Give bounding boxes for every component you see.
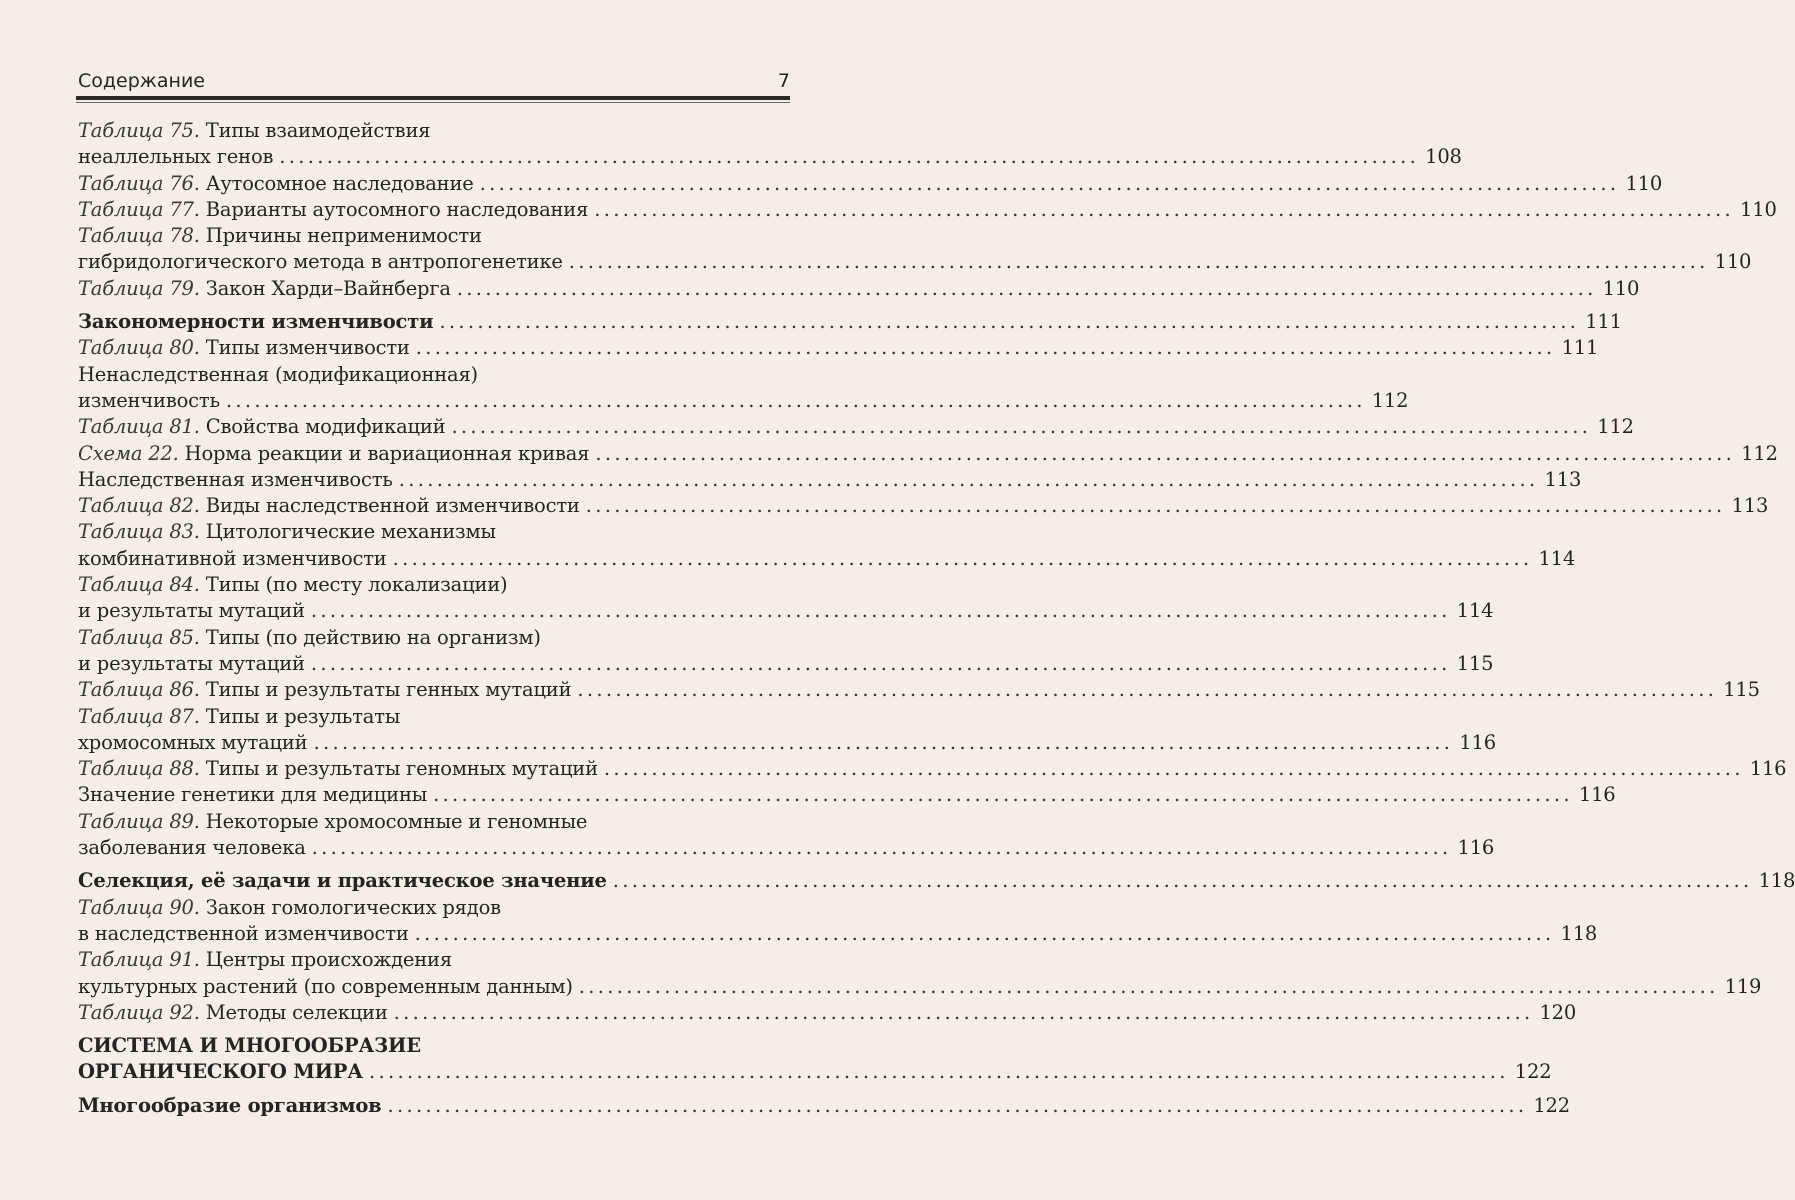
- toc-entry[interactable]: [78, 335, 1599, 361]
- toc-line: [78, 493, 1769, 519]
- entry-text: и результаты мутаций: [78, 599, 305, 623]
- toc-entry[interactable]: [78, 1033, 1552, 1086]
- entry-page: 122: [1514, 1060, 1552, 1084]
- entry-page: 111: [1561, 336, 1599, 360]
- leader-dots: ........................................................................................................................: [368, 1060, 1509, 1084]
- toc-entry[interactable]: [78, 171, 1663, 197]
- toc-line: [78, 441, 1778, 467]
- leader-dots: ........................................................................................................................: [456, 276, 1597, 300]
- entry-text: Типы (по действию на организм): [205, 625, 541, 649]
- toc-entry[interactable]: [78, 809, 1495, 862]
- toc-entry[interactable]: [78, 467, 1582, 493]
- toc-line: [78, 388, 1409, 414]
- toc-line: [78, 546, 1576, 572]
- toc-entry[interactable]: [78, 276, 1640, 302]
- entry-text: Норма реакции и вариационная кривая: [184, 441, 590, 465]
- toc-line: [78, 467, 1582, 493]
- entry-label: Схема 22.: [78, 441, 179, 465]
- entry-page: 116: [1578, 783, 1616, 807]
- entry-title: [78, 309, 433, 335]
- leader-dots: ........................................................................................................................: [577, 678, 1718, 702]
- entry-title: [78, 756, 598, 782]
- entry-text: ОРГАНИЧЕСКОГО МИРА: [78, 1060, 363, 1084]
- entry-title: [78, 249, 563, 275]
- toc-entry[interactable]: [78, 572, 1494, 625]
- entry-title: [78, 835, 306, 861]
- entry-text: Закон Харди–Вайнберга: [205, 276, 451, 300]
- toc-line: [78, 782, 1616, 808]
- toc-line: [78, 947, 788, 973]
- toc-line: [78, 335, 1599, 361]
- entry-text: Значение генетики для медицины: [78, 783, 428, 807]
- entry-title: [78, 704, 400, 730]
- toc-entry[interactable]: [78, 118, 1462, 171]
- entry-text: Виды наследственной изменчивости: [205, 494, 580, 518]
- entry-title: [78, 730, 307, 756]
- entry-title: [78, 171, 474, 197]
- table-of-contents: [78, 118, 1795, 1119]
- toc-line: [78, 756, 1787, 782]
- entry-text: изменчивость: [78, 388, 220, 412]
- leader-dots: ........................................................................................................................: [479, 171, 1620, 195]
- entry-page: 113: [1731, 494, 1769, 518]
- leader-dots: ........................................................................................................................: [439, 310, 1580, 334]
- leader-dots: ........................................................................................................................: [392, 546, 1533, 570]
- toc-line: [78, 171, 1663, 197]
- entry-title: [78, 118, 430, 144]
- entry-title: [78, 276, 451, 302]
- entry-page: 110: [1740, 197, 1777, 221]
- leader-dots: ........................................................................................................................: [398, 467, 1539, 491]
- leader-dots: ........................................................................................................................: [310, 651, 1451, 675]
- page-number: 7: [777, 70, 790, 92]
- leader-dots: ........................................................................................................................: [585, 494, 1726, 518]
- entry-page: 112: [1597, 415, 1634, 439]
- leader-dots: ........................................................................................................................: [414, 921, 1555, 945]
- entry-text: заболевания человека: [78, 836, 306, 860]
- toc-line: [78, 868, 1795, 894]
- toc-line: [78, 651, 1494, 677]
- entry-text: Причины неприменимости: [205, 224, 482, 248]
- entry-label: Таблица 78.: [78, 224, 200, 248]
- leader-dots: ........................................................................................................................: [603, 757, 1744, 781]
- entry-text: Наследственная изменчивость: [78, 467, 393, 491]
- entry-page: 112: [1371, 388, 1409, 412]
- entry-page: 116: [1459, 730, 1496, 754]
- entry-title: [78, 572, 507, 598]
- entry-text: Типы и результаты геномных мутаций: [205, 757, 598, 781]
- entry-label: Таблица 83.: [78, 520, 200, 544]
- leader-dots: ........................................................................................................................: [578, 974, 1719, 998]
- running-header: [78, 62, 790, 92]
- entry-page: 115: [1456, 651, 1494, 675]
- entry-title: [78, 493, 580, 519]
- toc-line: [78, 362, 788, 388]
- entry-label: Таблица 90.: [78, 895, 200, 919]
- entry-label: Таблица 84.: [78, 573, 200, 597]
- entry-title: [78, 809, 587, 835]
- entry-label: Таблица 85.: [78, 625, 200, 649]
- entry-text: Свойства модификаций: [205, 415, 446, 439]
- entry-title: [78, 546, 387, 572]
- entry-text: Селекция, её задачи и практическое значение: [78, 869, 607, 893]
- toc-entry[interactable]: [78, 223, 1752, 276]
- toc-line: [78, 519, 788, 545]
- entry-page: 116: [1749, 757, 1787, 781]
- toc-line: [78, 572, 788, 598]
- leader-dots: ........................................................................................................................: [279, 145, 1420, 169]
- entry-label: Таблица 92.: [78, 1000, 200, 1024]
- entry-title: [78, 441, 589, 467]
- entry-text: Ненаследственная (модификационная): [78, 362, 478, 386]
- leader-dots: ........................................................................................................................: [568, 250, 1709, 274]
- toc-line: [78, 276, 1640, 302]
- toc-entry[interactable]: [78, 1000, 1577, 1026]
- entry-page: 108: [1425, 145, 1462, 169]
- entry-page: 110: [1602, 276, 1640, 300]
- entry-page: 114: [1456, 599, 1494, 623]
- section-title: Содержание: [78, 70, 205, 92]
- entry-label: Таблица 86.: [78, 678, 200, 702]
- entry-page: 122: [1533, 1093, 1570, 1117]
- entry-title: [78, 1093, 382, 1119]
- entry-title: [78, 625, 541, 651]
- entry-label: Таблица 79.: [78, 276, 200, 300]
- toc-line: [78, 895, 788, 921]
- toc-entry[interactable]: [78, 868, 1795, 894]
- entry-page: 115: [1723, 678, 1760, 702]
- toc-line: [78, 144, 1462, 170]
- entry-text: Методы селекции: [205, 1000, 388, 1024]
- entry-title: [78, 519, 496, 545]
- toc-entry[interactable]: [78, 756, 1787, 782]
- entry-label: Таблица 91.: [78, 948, 200, 972]
- leader-dots: ........................................................................................................................: [393, 1000, 1534, 1024]
- entry-text: Многообразие организмов: [78, 1093, 382, 1117]
- entry-text: Цитологические механизмы: [205, 520, 496, 544]
- entry-page: 113: [1544, 467, 1582, 491]
- toc-line: [78, 730, 1496, 756]
- entry-page: 114: [1538, 546, 1576, 570]
- leader-dots: ........................................................................................................................: [387, 1093, 1528, 1117]
- toc-entry[interactable]: [78, 1093, 1570, 1119]
- entry-page: 118: [1758, 869, 1795, 893]
- entry-title: [78, 467, 393, 493]
- toc-line: [78, 197, 1777, 223]
- entry-title: [78, 782, 427, 808]
- toc-line: [78, 677, 1760, 703]
- entry-page: 120: [1539, 1000, 1577, 1024]
- leader-dots: ........................................................................................................................: [595, 441, 1736, 465]
- entry-text: Типы (по месту локализации): [205, 573, 508, 597]
- entry-text: СИСТЕМА И МНОГООБРАЗИЕ: [78, 1034, 421, 1058]
- entry-label: Таблица 82.: [78, 494, 200, 518]
- entry-label: Таблица 75.: [78, 119, 200, 142]
- entry-text: Закономерности изменчивости: [78, 310, 434, 334]
- entry-label: Таблица 87.: [78, 704, 200, 728]
- toc-line: [78, 1000, 1577, 1026]
- leader-dots: ........................................................................................................................: [433, 783, 1573, 807]
- entry-text: неаллельных генов: [78, 145, 274, 169]
- leader-dots: ........................................................................................................................: [415, 336, 1556, 360]
- toc-line: [78, 223, 788, 249]
- entry-text: Типы и результаты генных мутаций: [205, 678, 572, 702]
- entry-label: Таблица 80.: [78, 336, 200, 360]
- entry-title: [78, 1033, 421, 1059]
- toc-line: [78, 1033, 788, 1059]
- entry-title: [78, 598, 305, 624]
- toc-line: [78, 835, 1495, 861]
- entry-text: комбинативной изменчивости: [78, 546, 387, 570]
- entry-title: [78, 414, 445, 440]
- leader-dots: ........................................................................................................................: [451, 415, 1592, 439]
- toc-entry[interactable]: [78, 625, 1494, 678]
- entry-text: Некоторые хромосомные и геномные: [205, 809, 588, 833]
- toc-line: [78, 309, 1622, 335]
- header-rule: [76, 96, 790, 100]
- toc-entry[interactable]: [78, 493, 1769, 519]
- entry-title: [78, 144, 273, 170]
- entry-page: 110: [1714, 250, 1752, 274]
- toc-entry[interactable]: [78, 895, 1598, 948]
- header-rule-thin: [76, 102, 790, 103]
- entry-text: Аутосомное наследование: [205, 171, 474, 195]
- leader-dots: ........................................................................................................................: [225, 388, 1366, 412]
- toc-line: [78, 414, 1634, 440]
- entry-text: Типы и результаты: [205, 704, 401, 728]
- entry-title: [78, 197, 588, 223]
- entry-title: [78, 947, 452, 973]
- toc-line: [78, 118, 788, 144]
- entry-title: [78, 335, 410, 361]
- entry-title: [78, 895, 501, 921]
- entry-page: 116: [1457, 836, 1495, 860]
- entry-text: Закон гомологических рядов: [205, 895, 501, 919]
- toc-entry[interactable]: [78, 362, 1409, 415]
- toc-entry[interactable]: [78, 947, 1762, 1000]
- entry-title: [78, 651, 305, 677]
- entry-label: Таблица 77.: [78, 197, 200, 221]
- toc-line: [78, 598, 1494, 624]
- toc-entry[interactable]: [78, 414, 1634, 440]
- entry-title: [78, 974, 573, 1000]
- toc-entry[interactable]: [78, 441, 1778, 467]
- toc-line: [78, 921, 1598, 947]
- toc-entry[interactable]: [78, 309, 1622, 335]
- toc-line: [78, 974, 1762, 1000]
- entry-label: Таблица 89.: [78, 809, 200, 833]
- entry-page: 118: [1560, 921, 1598, 945]
- entry-label: Таблица 76.: [78, 171, 200, 195]
- entry-text: гибридологического метода в антропогенетике: [78, 250, 563, 274]
- entry-label: Таблица 81.: [78, 415, 200, 439]
- entry-text: Типы изменчивости: [205, 336, 410, 360]
- entry-page: 110: [1625, 171, 1663, 195]
- entry-title: [78, 362, 478, 388]
- leader-dots: ........................................................................................................................: [612, 869, 1753, 893]
- entry-title: [78, 388, 220, 414]
- toc-line: [78, 1093, 1570, 1119]
- toc-entry[interactable]: [78, 519, 1576, 572]
- toc-entry[interactable]: [78, 704, 1496, 757]
- entry-page: 111: [1585, 310, 1622, 334]
- entry-text: Типы взаимодействия: [205, 119, 431, 142]
- toc-entry[interactable]: [78, 677, 1760, 703]
- entry-text: Варианты аутосомного наследования: [205, 197, 589, 221]
- leader-dots: ........................................................................................................................: [310, 599, 1451, 623]
- leader-dots: ........................................................................................................................: [311, 836, 1452, 860]
- toc-entry[interactable]: [78, 197, 1777, 223]
- entry-title: [78, 677, 571, 703]
- entry-label: Таблица 88.: [78, 757, 200, 781]
- entry-title: [78, 921, 409, 947]
- leader-dots: ........................................................................................................................: [313, 730, 1454, 754]
- toc-line: [78, 625, 788, 651]
- entry-text: в наследственной изменчивости: [78, 921, 409, 945]
- entry-title: [78, 868, 607, 894]
- toc-line: [78, 704, 788, 730]
- entry-title: [78, 1059, 363, 1085]
- entry-title: [78, 223, 482, 249]
- toc-line: [78, 249, 1752, 275]
- entry-page: 119: [1724, 974, 1762, 998]
- entry-title: [78, 1000, 388, 1026]
- entry-page: 112: [1741, 441, 1778, 465]
- toc-entry[interactable]: [78, 782, 1616, 808]
- entry-text: и результаты мутаций: [78, 651, 305, 675]
- entry-text: хромосомных мутаций: [78, 730, 308, 754]
- toc-line: [78, 809, 788, 835]
- entry-text: культурных растений (по современным данным): [78, 974, 573, 998]
- leader-dots: ........................................................................................................................: [594, 197, 1735, 221]
- entry-text: Центры происхождения: [205, 948, 452, 972]
- toc-line: [78, 1059, 1552, 1085]
